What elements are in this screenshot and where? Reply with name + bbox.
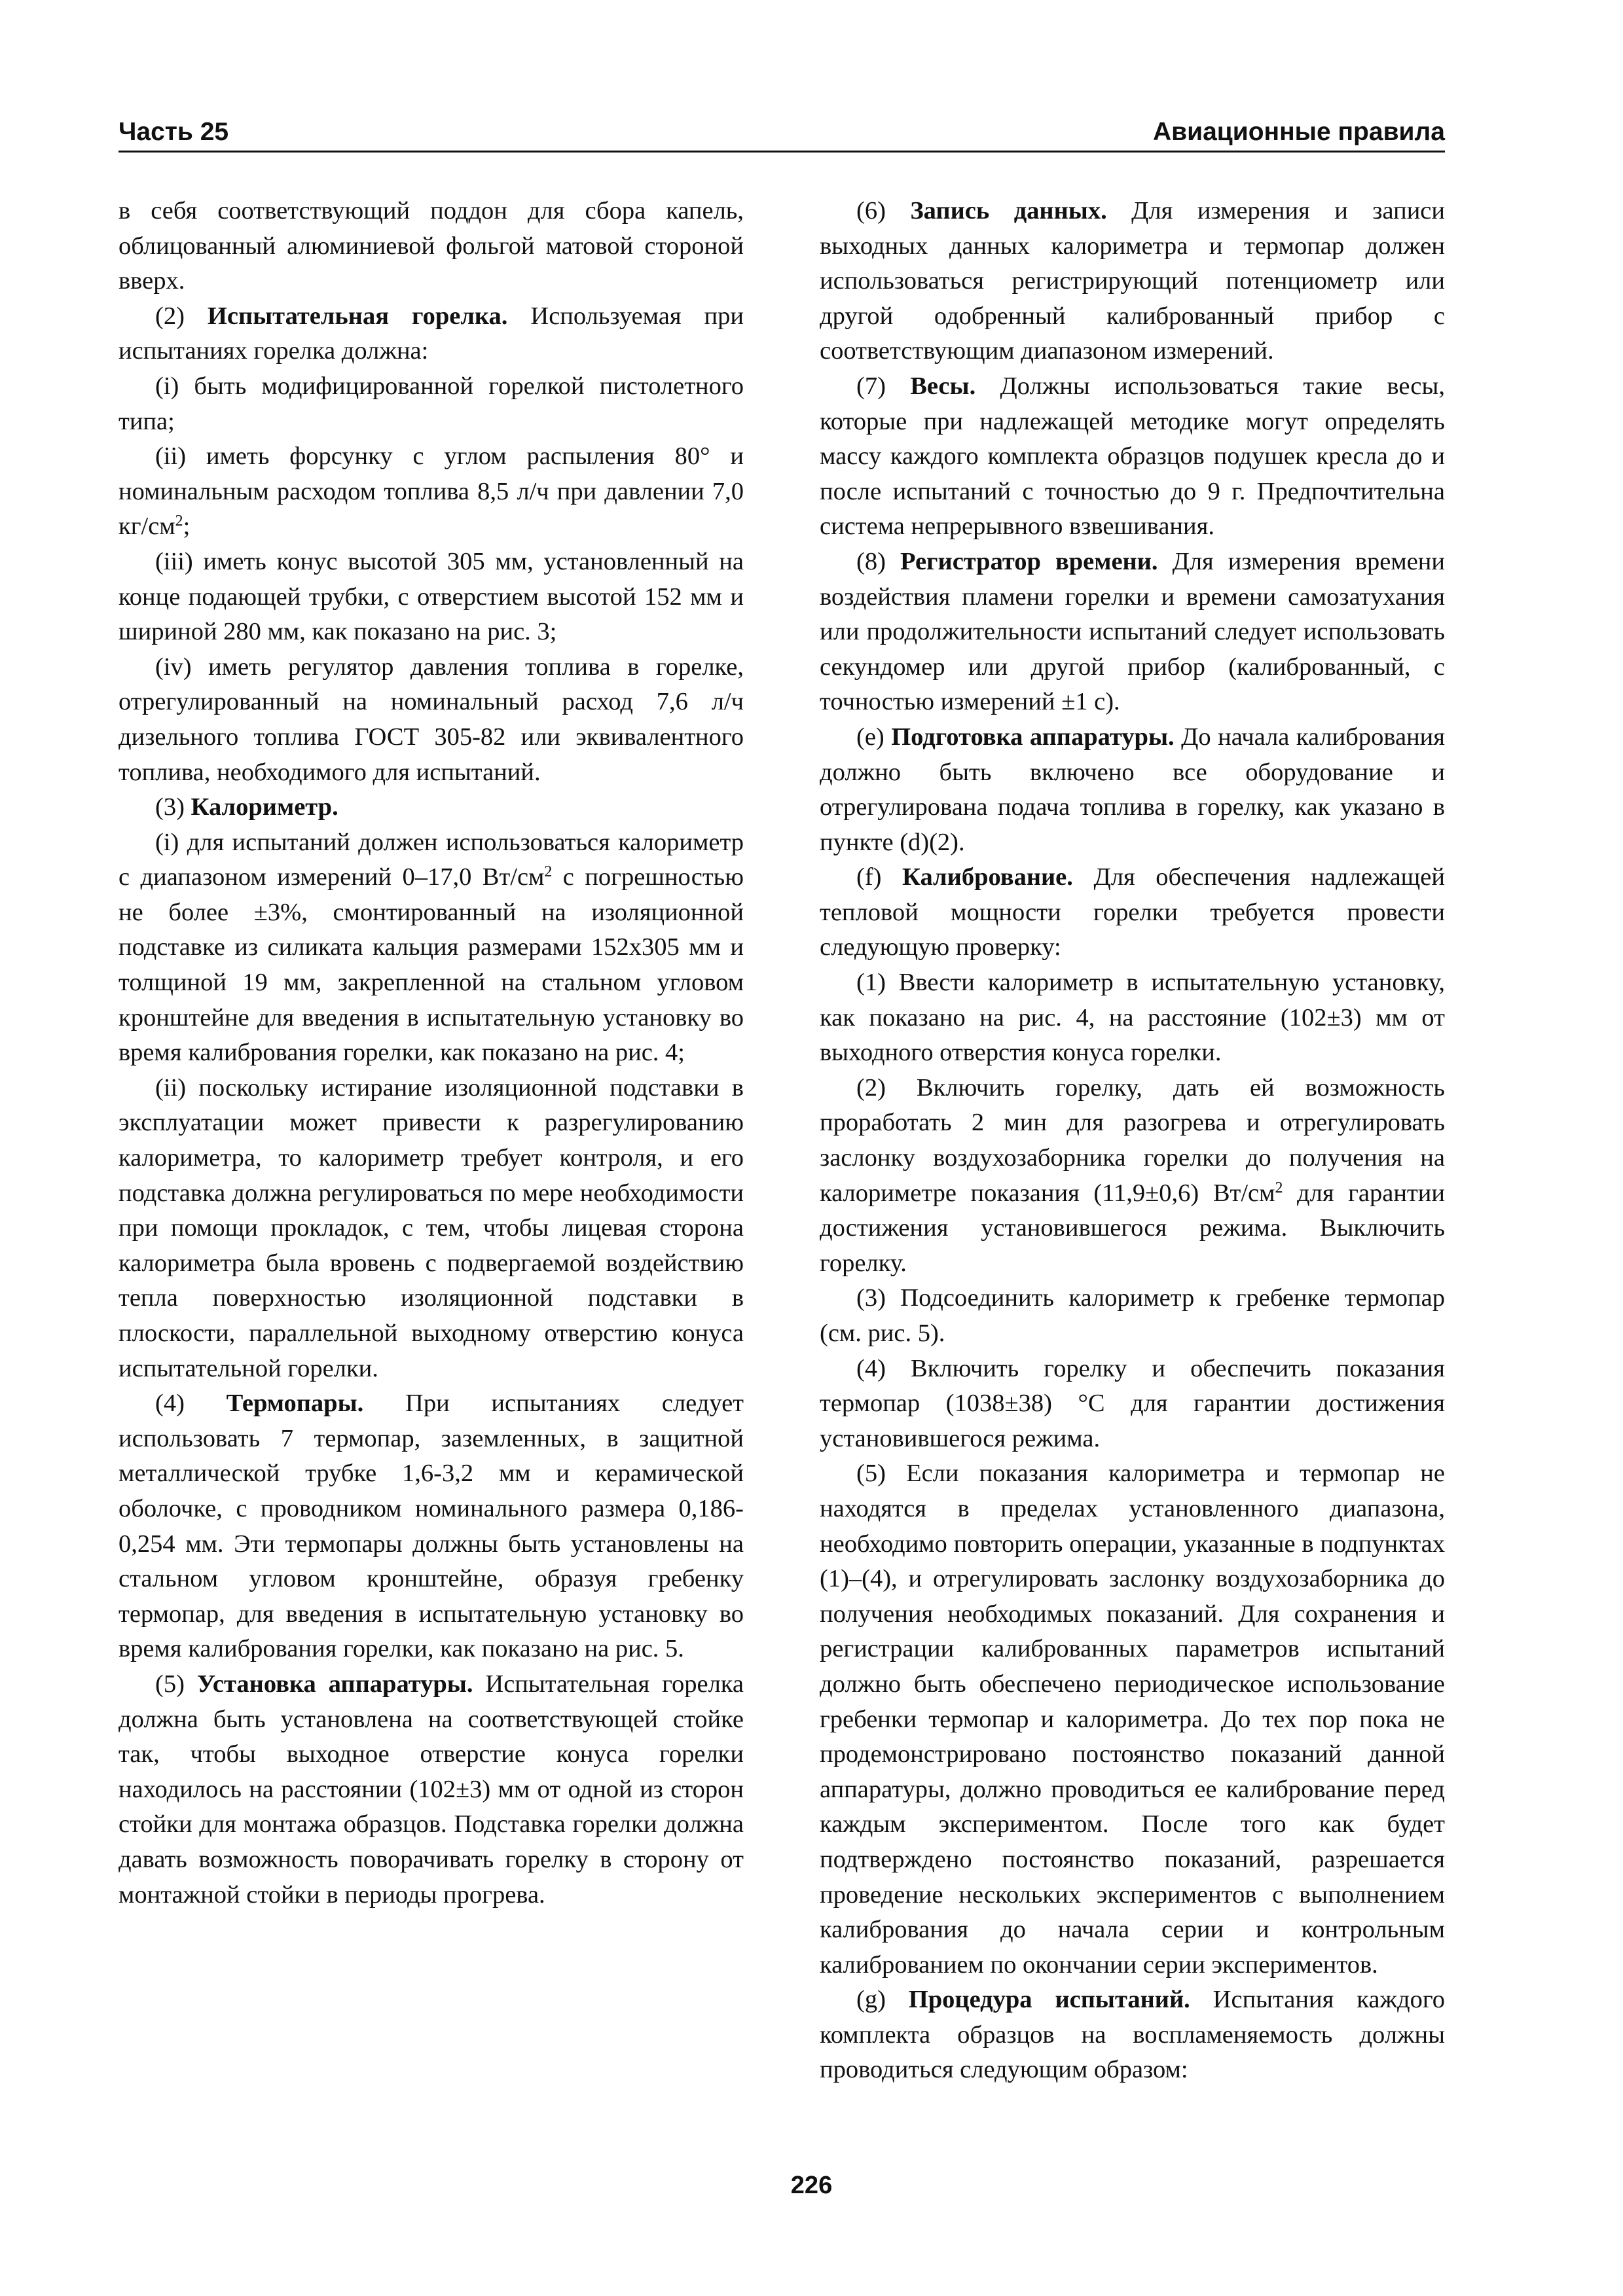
paragraph: (4) Включить горелку и обеспечить показания термопар (1038±38) °С для гарантии достижения установившегося режима. bbox=[820, 1354, 1445, 1452]
paragraph: (3) Калориметр. bbox=[155, 793, 338, 821]
section-heading: Весы. bbox=[910, 372, 976, 400]
superscript: 2 bbox=[1275, 1179, 1283, 1196]
paragraph: (7) Весы. Должны использоваться такие весы, которые при надлежащей методике могут определять массу каждого комплекта образцов подушек кресла до и после испытаний с точностью до 9 г. Предпочтительна система непрерывного взвешивания. bbox=[820, 372, 1445, 541]
section-heading: Испытательная горелка. bbox=[207, 302, 508, 330]
paragraph: (g) Процедура испытаний. Испытания каждого комплекта образцов на воспламеняемость должны проводиться следующим образом: bbox=[820, 1986, 1445, 2084]
paragraph: (4) Термопары. При испытаниях следует использовать 7 термопар, заземленных, в защитной металлической трубке 1,6-3,2 мм и керамической оболочке, с проводником номинального размера 0,186-0,254 мм. Эти термопары должны быть установлены на стальном угловом кронштейне, образуя гребенку термопар, для введения в испытательную установку во время калибрования горелки, как показано на рис. 5. bbox=[119, 1390, 744, 1663]
page-number: 226 bbox=[790, 2172, 833, 2199]
paragraph: (5) Если показания калориметра и термопар не находятся в пределах установленного диапазона, необходимо повторить операции, указанные в подпунктах (1)–(4), и отрегулировать заслонку воздухозаборника до получения необходимых показаний. Для сохранения и регистрации калиброванных параметров испытаний должно быть обеспечено периодическое использование гребенки термопар и калориметра. До тех пор пока не продемонстрировано постоянство показаний данной аппаратуры, должно проводиться ее калибрование перед каждым экспериментом. После того как будет подтверждено постоянство показаний, разрешается проведение нескольких экспериментов с выполнением калибрования до начала серии и контрольным калиброванием по окончании серии экспериментов. bbox=[820, 1460, 1445, 1979]
paragraph: (1) Ввести калориметр в испытательную установку, как показано на рис. 4, на расстояние (102±3) мм от выходного отверстия конуса горелки. bbox=[820, 969, 1445, 1067]
section-heading: Калориметр. bbox=[191, 793, 338, 821]
paragraph: (ii) поскольку истирание изоляционной подставки в эксплуатации может привести к разрегулированию калориметра, то калориметр требует контроля, и его подставка должна регулироваться по мере необходимости при помощи прокладок, с тем, чтобы лицевая сторона калориметра была вровень с подвергаемой воздействию тепла поверхностью изоляционной подставки в плоскости, параллельной выходному отверстию конуса испытательной горелки. bbox=[119, 1073, 744, 1382]
section-heading: Калибрование. bbox=[902, 863, 1073, 891]
paragraph: (2) Включить горелку, дать ей возможность проработать 2 мин для разогрева и отрегулировать заслонку воздухозаборника горелки до получения на калориметре показания (11,9±0,6) $Вт/см^2$ для гарантии достижения установившегося режима. Выключить горелку. bbox=[820, 1073, 1445, 1277]
paragraph: (f) Калибрование. Для обеспечения надлежащей тепловой мощности горелки требуется провести следующую проверку: bbox=[820, 863, 1445, 961]
paragraph: (8) Регистратор времени. Для измерения времени воздействия пламени горелки и времени самозатухания или продолжительности испытаний следует использовать секундомер или другой прибор (калиброванный, с точностью измерений ±1 с). bbox=[820, 547, 1445, 716]
paragraph: (iv) иметь регулятор давления топлива в горелке, отрегулированный на номинальный расход 7,6 л/ч дизельного топлива ГОСТ 305-82 или эквивалентного топлива, необходимого для испытаний. bbox=[119, 653, 744, 786]
paragraph: в себя соответствующий поддон для сбора капель, облицованный алюминиевой фольгой матовой стороной вверх. bbox=[119, 197, 744, 295]
paragraph: (i) быть модифицированной горелкой пистолетного типа; bbox=[119, 372, 744, 435]
header-part: Часть 25 bbox=[119, 118, 229, 146]
superscript: 2 bbox=[175, 512, 183, 530]
left-column bbox=[119, 194, 744, 1912]
paragraph: (i) для испытаний должен использоваться калориметр с диапазоном измерений 0–17,0 $Вт/см^2$ с погрешностью не более ±3%, смонтированный на изоляционной подставке из силиката кальция размерами 152х305 мм и толщиной 19 мм, закрепленной на стальном угловом кронштейне для введения в испытательную установку во время калибрования горелки, как показано на рис. 4; bbox=[119, 828, 744, 1067]
section-heading: Термопары. bbox=[226, 1390, 364, 1418]
right-column bbox=[820, 194, 1445, 2088]
paragraph: (ii) иметь форсунку с углом распыления 80° и номинальным расходом топлива 8,5 л/ч при давлении 7,0 $кг/см^2$; bbox=[119, 442, 744, 541]
paragraph: (6) Запись данных. Для измерения и записи выходных данных калориметра и термопар должен использоваться регистрирующий потенциометр или другой одобренный калиброванный прибор с соответствующим диапазоном измерений. bbox=[820, 197, 1445, 365]
paragraph: (2) Испытательная горелка. Используемая при испытаниях горелка должна: bbox=[119, 302, 744, 365]
page-header bbox=[119, 110, 1445, 152]
section-heading: Подготовка аппаратуры. bbox=[891, 723, 1175, 751]
paragraph: (5) Установка аппаратуры. Испытательная горелка должна быть установлена на соответствующей стойке так, чтобы выходное отверстие конуса горелки находилось на расстоянии (102±3) мм от одной из сторон стойки для монтажа образцов. Подставка горелки должна давать возможность поворачивать горелку в сторону от монтажной стойки в периоды прогрева. bbox=[119, 1670, 744, 1909]
header-title: Авиационные правила bbox=[1152, 118, 1445, 146]
superscript: 2 bbox=[544, 863, 553, 881]
section-heading: Запись данных. bbox=[910, 197, 1107, 224]
section-heading: Установка аппаратуры. bbox=[196, 1670, 473, 1698]
paragraph: (iii) иметь конус высотой 305 мм, установленный на конце подающей трубки, с отверстием высотой 152 мм и шириной 280 мм, как показано на рис. 3; bbox=[119, 547, 744, 646]
paragraph: (3) Подсоединить калориметр к гребенке термопар (см. рис. 5). bbox=[820, 1284, 1445, 1347]
paragraph: (e) Подготовка аппаратуры. До начала калибрования должно быть включено все оборудование и отрегулирована подача топлива в горелку, как указано в пункте (d)(2). bbox=[820, 723, 1445, 856]
section-heading: Регистратор времени. bbox=[900, 547, 1158, 575]
section-heading: Процедура испытаний. bbox=[908, 1986, 1190, 2014]
